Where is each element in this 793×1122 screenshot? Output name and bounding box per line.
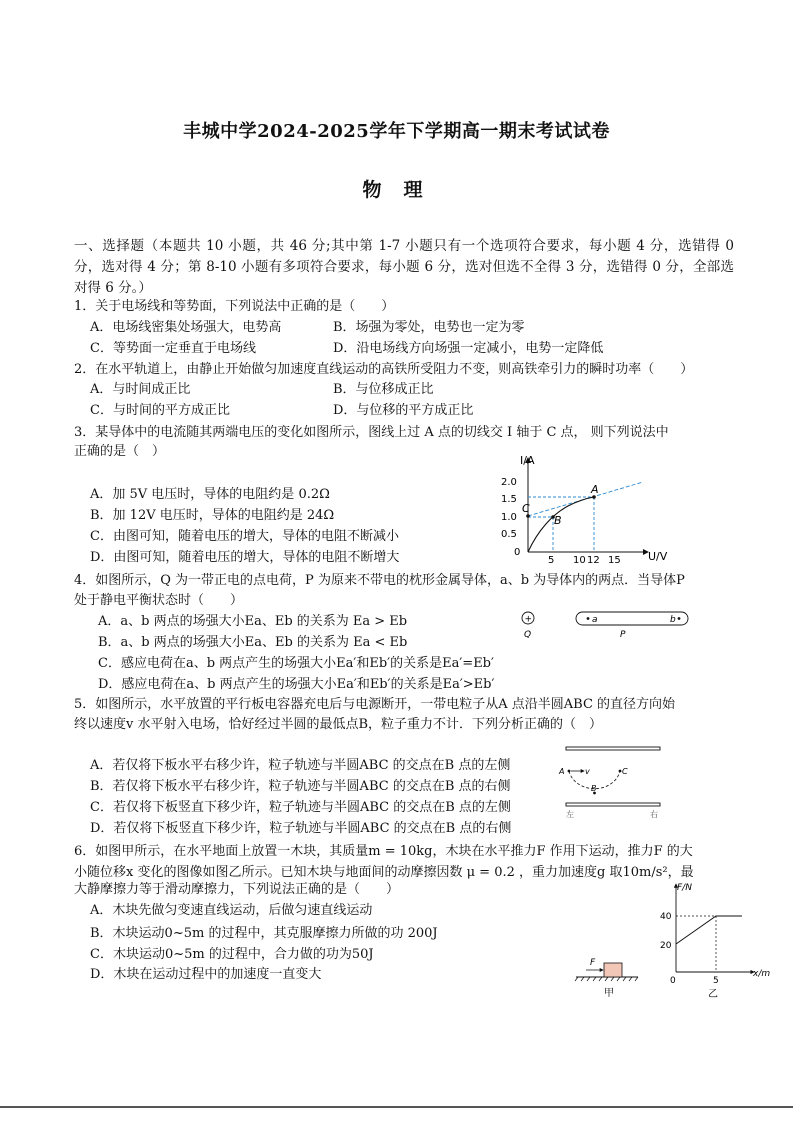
q6-stem-line1: 6．如图甲所示，在水平地面上放置一木块，其质量m = 10kg，木块在水平推力F 作用下运动，推力F 的大 [74,844,693,859]
q4-label-a: a [592,615,598,625]
q4-stem-line2: 处于静电平衡状态时（ ） [74,593,244,608]
q3-label-c: C [522,502,530,515]
q5-label-c: C [622,767,628,776]
q6-x-tick-0: 0 [670,976,676,986]
q6-option-c: C．木块运动0~5m 的过程中，合力做的功为50J [90,947,374,962]
q5-stem-line2: 终以速度v 水平射入电场，恰好经过半圆的最低点B，粒子重力不计．下列分析正确的（ ） [74,717,603,732]
q6-stem-line2: 小随位移x 变化的图像如图乙所示。已知木块与地面间的动摩擦因数 μ = 0.2 ，重力加速度g 取10m/s²，最 [74,865,694,880]
q3-stem-line2: 正确的是（ ） [74,444,166,459]
q3-x-tick-12: 12 [587,555,600,566]
q4-stem-line1: 4．如图所示，Q 为一带正电的点电荷，P 为原来不带电的枕形金属导体，a、b 为导体内的两点．当导体P [74,573,685,588]
q3-origin-label: 0 [514,547,521,558]
q4-point-a [587,617,590,620]
q3-label-b: B [554,514,562,527]
q1-option-b: B．场强为零处，电势也一定为零 [333,320,525,335]
q5-label-v: v [585,767,590,776]
q5-option-c: C．若仅将下板竖直下移少许，粒子轨迹与半圆ABC 的交点在B 点的左侧 [90,800,511,815]
page-bottom-rule [0,1106,793,1108]
q3-option-c: C．由图可知，随着电压的增大，导体的电阻不断减小 [90,529,399,544]
q3-y-tick-1.0: 1.0 [501,512,517,523]
q3-y-tick-1.5: 1.5 [501,494,517,505]
q6-y-axis-label: F/N [677,883,692,893]
q5-label-a: A [559,767,565,776]
q3-y-axis-label: I/A [520,454,535,467]
q3-stem-line1: 3．某导体中的电流随其两端电压的变化如图所示，图线上过 A 点的切线交 I 轴于 C 点， 则下列说法中 [74,425,669,440]
q5-lower-plate [566,803,660,806]
q4-label-p: P [620,630,626,640]
q6-ground-hatching [575,977,638,981]
q4-option-d: D．感应电荷在a、b 两点产生的场强大小Ea′和Eb′的关系是Ea′>Eb′ [98,677,495,692]
q4-option-c: C．感应电荷在a、b 两点产生的场强大小Ea′和Eb′的关系是Ea′=Eb′ [98,656,494,671]
q4-label-q: Q [524,630,532,640]
q6-figure-jia [572,950,644,1000]
q4-label-b: b [670,615,676,625]
q6-y-tick-40: 40 [660,912,672,922]
q6-figure-yi [656,880,771,1000]
q1-stem: 1．关于电场线和等势面，下列说法中正确的是（ ） [74,299,395,314]
q6-x-axis-label: x/m [753,969,771,979]
q6-stem-line3: 大静摩擦力等于滑动摩擦力，下列说法正确的是（ ） [74,882,400,897]
q4-charge-figure [518,608,698,640]
q5-upper-plate [566,747,660,750]
q3-x-tick-10: 10 [573,555,586,566]
q3-option-a: A．加 5V 电压时，导体的电阻约是 0.2Ω [90,487,330,502]
q6-label-f: F [590,958,596,968]
section-intro: 一、选择题（本题共 10 小题，共 46 分;其中第 1-7 小题只有一个选项符合要求，每小题 4 分，选错得 0 分，选对得 4 分；第 8-10 小题有多项符合要求，每小题 6 分，选对但选不全得 3 分，选错得 0 分，全部选对得 6 分。） [74,238,734,296]
q6-y-tick-20: 20 [660,941,672,951]
q3-y-tick-0.5: 0.5 [501,529,517,540]
q1-option-d: D．沿电场线方向场强一定减小，电势一定降低 [333,341,604,356]
q3-y-tick-2.0: 2.0 [501,477,517,488]
q5-option-b: B．若仅将下板水平右移少许，粒子轨迹与半圆ABC 的交点在B 点的右侧 [90,779,511,794]
q1-option-a: A．电场线密集处场强大，电势高 [90,320,282,335]
q6-caption-yi: 乙 [708,989,718,1000]
q5-point-a [568,770,571,773]
q6-option-a: A．木块先做匀变速直线运动，后做匀速直线运动 [90,903,373,918]
q3-x-tick-5: 5 [548,555,555,566]
q3-iu-graph [498,452,688,572]
q5-stem-line1: 5．如图所示，水平放置的平行板电容器充电后与电源断开，一带电粒子从A 点沿半圆ABC 的直径方向始 [74,697,676,712]
q5-label-left: 左 [566,810,574,819]
q3-x-tick-15: 15 [608,555,621,566]
q4-point-b [678,617,681,620]
q6-option-d: D．木块在运动过程中的加速度一直变大 [90,967,322,982]
q2-option-d: D．与位移的平方成正比 [333,403,474,418]
q3-option-d: D．由图可知，随着电压的增大，导体的电阻不断增大 [90,550,400,565]
q4-plus-sign: + [524,614,533,625]
q6-x-tick-5: 5 [713,976,719,986]
q5-option-d: D．若仅将下板竖直下移少许，粒子轨迹与半圆ABC 的交点在B 点的右侧 [90,821,512,836]
exam-title: 丰城中学2024-2025学年下学期高一期末考试试卷 [183,121,610,142]
q2-option-a: A．与时间成正比 [90,382,191,397]
q6-caption-jia: 甲 [604,988,614,999]
q2-option-c: C．与时间的平方成正比 [90,403,230,418]
q3-option-b: B．加 12V 电压时，导体的电阻约是 24Ω [90,508,335,523]
q6-force-graph-line [676,916,742,944]
q6-option-b: B．木块运动0~5m 的过程中，其克服摩擦力所做的功 200J [90,926,438,941]
q5-capacitor-figure [556,741,668,821]
q3-x-axis-label: U/V [648,550,668,563]
q5-point-c [619,770,622,773]
q2-option-b: B．与位移成正比 [333,382,434,397]
q5-label-right: 右 [650,810,658,819]
q5-option-a: A．若仅将下板水平右移少许，粒子轨迹与半圆ABC 的交点在B 点的左侧 [90,758,511,773]
q3-label-a: A [591,483,599,496]
q2-stem: 2．在水平轨道上，由静止开始做匀加速度直线运动的高铁所受阻力不变，则高铁牵引力的瞬时功率（ ） [74,362,694,377]
q6-wooden-block [604,963,622,977]
q5-label-b: B [591,784,597,793]
q4-option-a: A．a、b 两点的场强大小Ea、Eb 的关系为 Ea > Eb [98,614,408,629]
subject-title: 物理 [362,179,445,201]
q1-option-c: C．等势面一定垂直于电场线 [90,341,256,356]
q4-option-b: B．a、b 两点的场强大小Ea、Eb 的关系为 Ea < Eb [98,635,408,650]
